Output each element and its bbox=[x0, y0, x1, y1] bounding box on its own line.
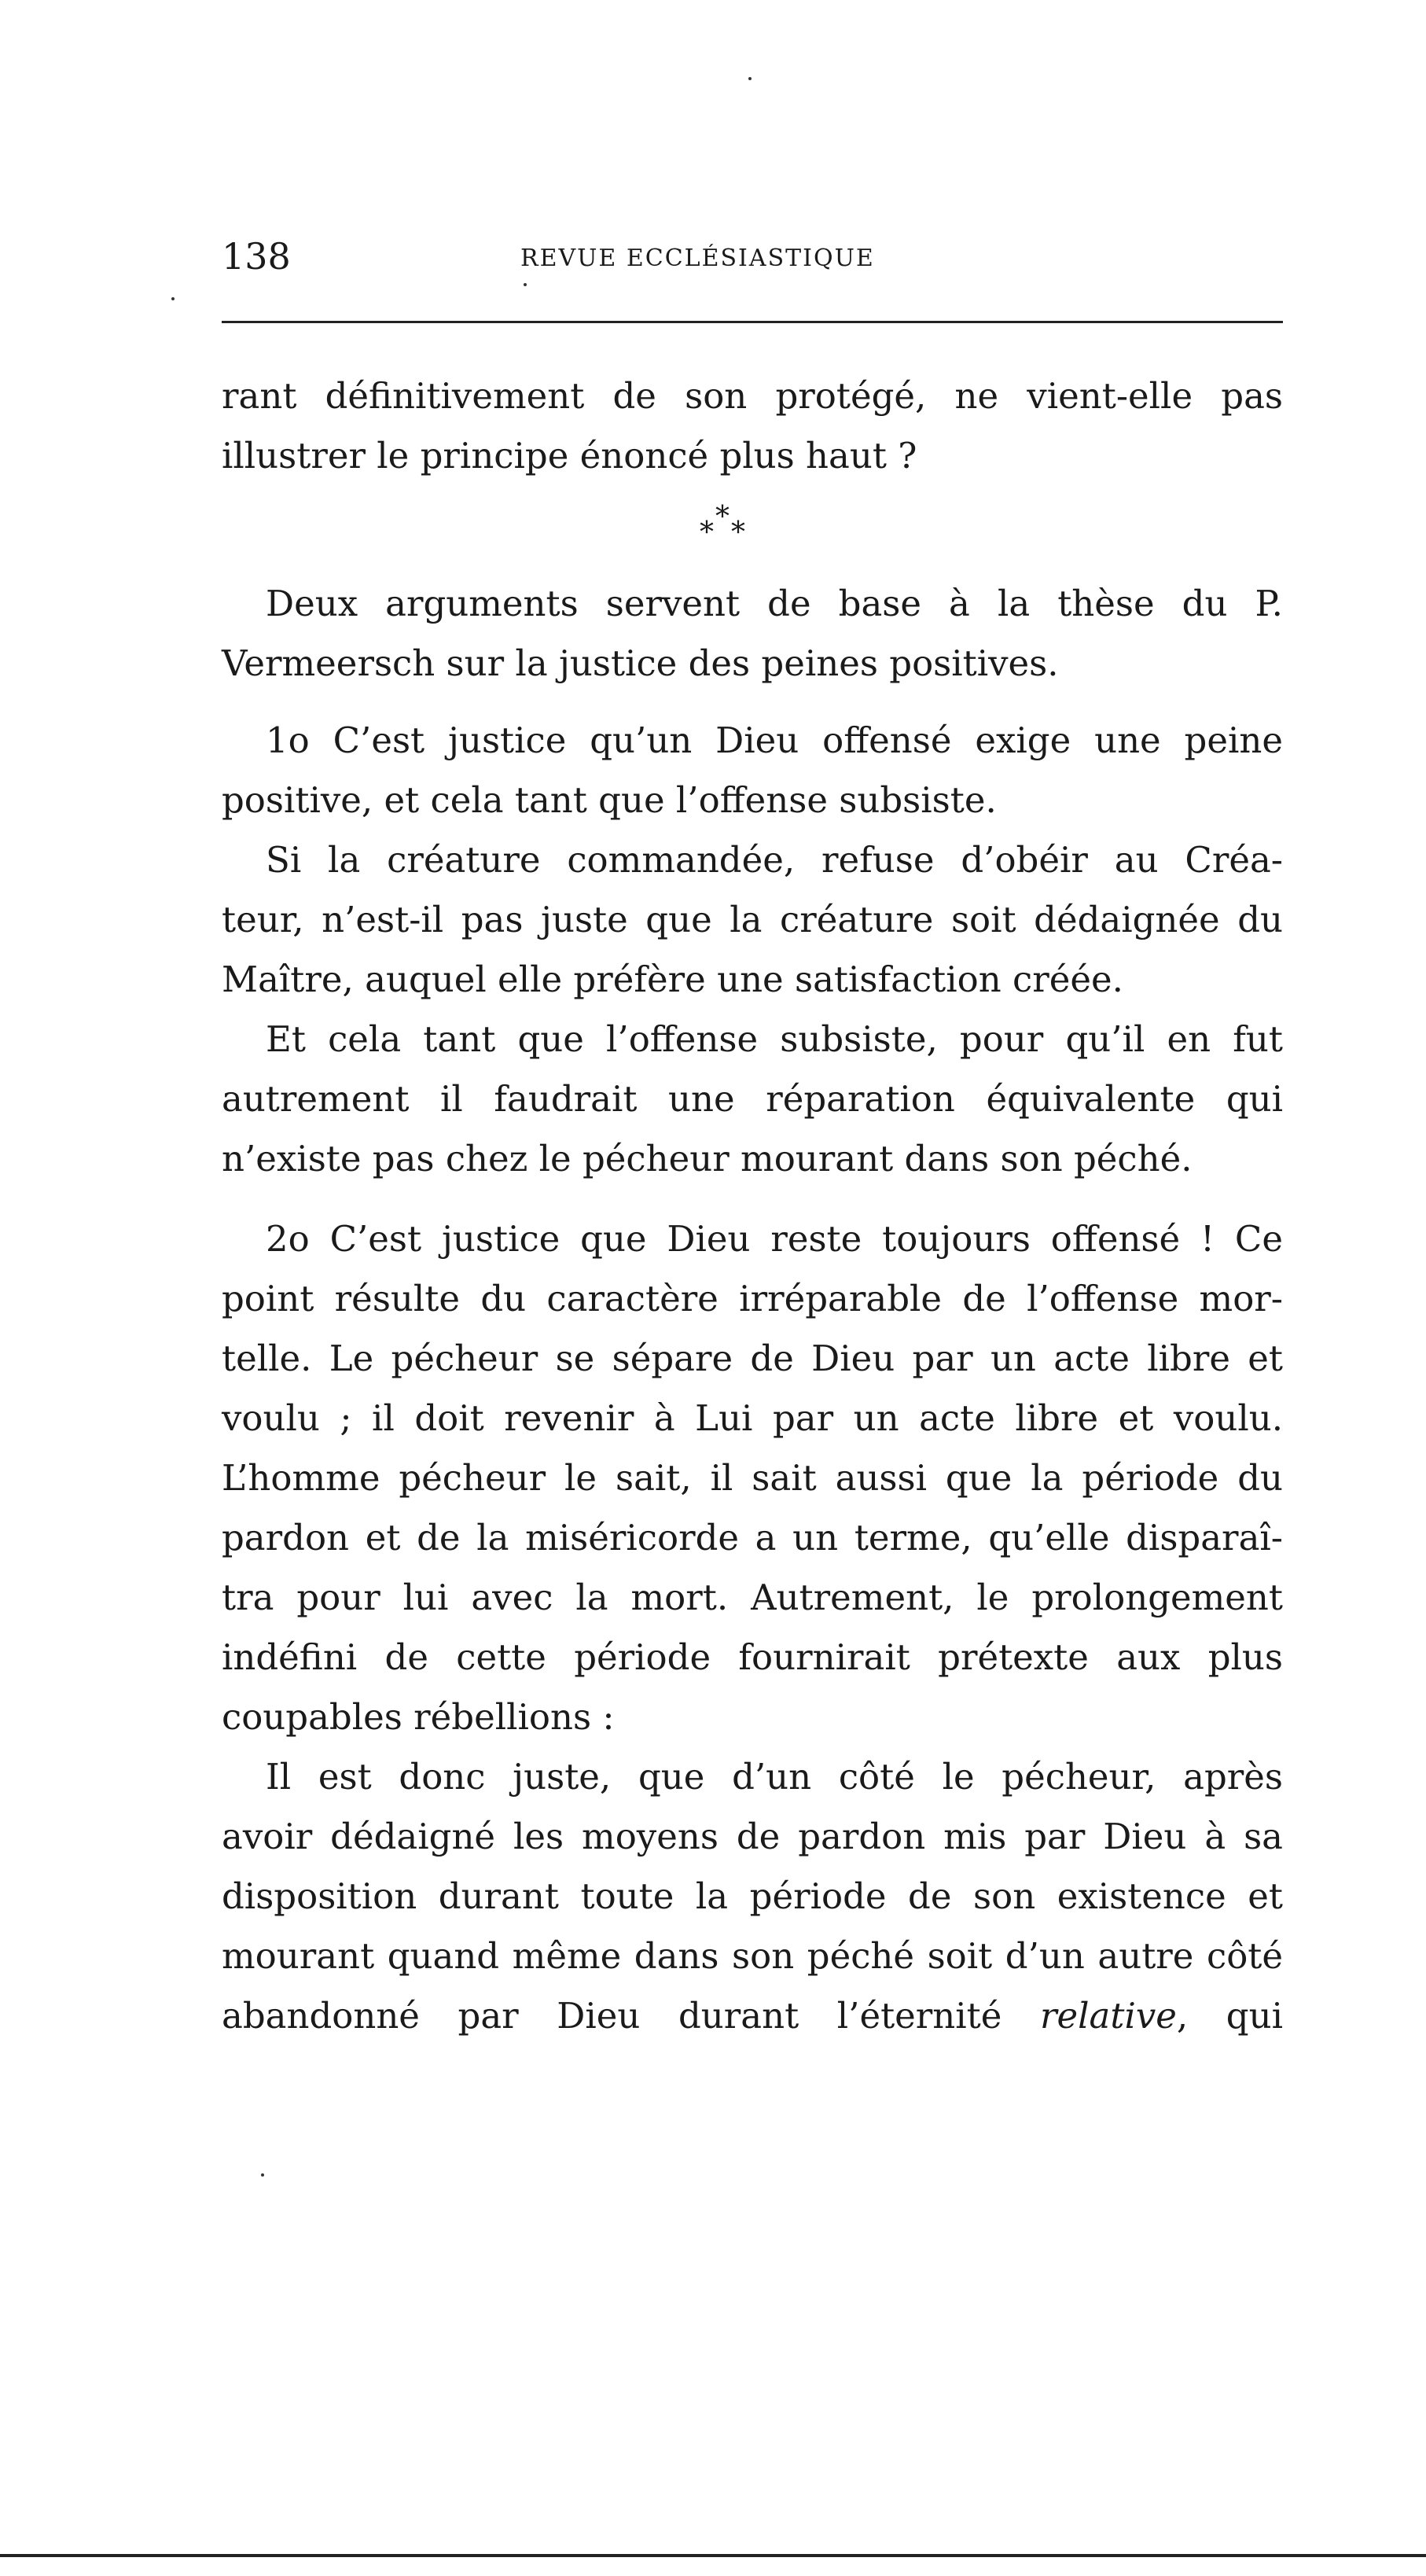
text-line: Vermeersch sur la justice des peines positives. bbox=[222, 642, 1059, 684]
text-line: pardon et de la miséricorde a un terme, qu’elle disparaî- bbox=[222, 1517, 1283, 1558]
text-line: mourant quand même dans son péché soit d’un autre côté bbox=[222, 1935, 1283, 1977]
text-segment: , qui bbox=[1176, 1995, 1283, 2037]
text-line: avoir dédaigné les moyens de pardon mis par Dieu à sa bbox=[222, 1816, 1283, 1857]
text-line: tra pour lui avec la mort. Autrement, le prolongement bbox=[222, 1577, 1283, 1618]
asterism-star-right: * bbox=[731, 517, 745, 549]
asterism-star-top: * bbox=[715, 501, 730, 533]
text-line: point résulte du caractère irréparable de l’offense mor- bbox=[222, 1278, 1283, 1319]
body-text bbox=[222, 366, 1283, 2046]
text-line: illustrer le principe énoncé plus haut ? bbox=[222, 435, 917, 477]
paragraph bbox=[222, 830, 1283, 1010]
italic-word: relative bbox=[1040, 1995, 1177, 2037]
paragraph bbox=[222, 1747, 1283, 2046]
paragraph bbox=[222, 1209, 1283, 1747]
text-line: positive, et cela tant que l’offense subsiste. bbox=[222, 779, 997, 821]
scan-speck bbox=[748, 77, 752, 80]
asterism-star-left: * bbox=[700, 517, 714, 549]
scan-speck bbox=[171, 297, 175, 300]
page-number: 138 bbox=[222, 235, 291, 278]
text-line: indéfini de cette période fournirait prétexte aux plus bbox=[222, 1636, 1283, 1678]
scan-bottom-edge bbox=[0, 2554, 1426, 2557]
text-line: Deux arguments servent de base à la thèse du P. bbox=[266, 583, 1283, 624]
text-line: rant définitivement de son protégé, ne vient-elle pas bbox=[222, 375, 1283, 417]
page-header bbox=[222, 233, 1283, 280]
paragraph bbox=[222, 574, 1283, 694]
text-line: autrement il faudrait une réparation équivalente qui bbox=[222, 1078, 1283, 1120]
text-line: L’homme pécheur le sait, il sait aussi que la période du bbox=[222, 1457, 1283, 1499]
text-line: coupables rébellions : bbox=[222, 1696, 615, 1738]
asterism bbox=[222, 486, 1283, 574]
text-line: voulu ; il doit revenir à Lui par un acte libre et voulu. bbox=[222, 1397, 1283, 1439]
header-rule bbox=[222, 321, 1283, 323]
scan-speck bbox=[261, 2173, 264, 2177]
paragraph-continuation bbox=[222, 366, 1283, 486]
scan-speck bbox=[524, 283, 527, 286]
text-line: Maître, auquel elle préfère une satisfaction créée. bbox=[222, 959, 1123, 1000]
text-line: telle. Le pécheur se sépare de Dieu par un acte libre et bbox=[222, 1338, 1283, 1379]
text-line: n’existe pas chez le pécheur mourant dans son péché. bbox=[222, 1138, 1193, 1179]
text-line: Si la créature commandée, refuse d’obéir au Créa- bbox=[266, 839, 1283, 881]
paragraph bbox=[222, 1010, 1283, 1189]
text-segment: abandonné par Dieu durant l’éternité bbox=[222, 1995, 1040, 2037]
text-line: Il est donc juste, que d’un côté le pécheur, après bbox=[266, 1756, 1283, 1798]
text-line: teur, n’est-il pas juste que la créature soit dédaignée du bbox=[222, 899, 1283, 940]
paragraph bbox=[222, 711, 1283, 830]
text-line: Et cela tant que l’offense subsiste, pour qu’il en fut bbox=[266, 1018, 1283, 1060]
text-line: 1o C’est justice qu’un Dieu offensé exige une peine bbox=[266, 719, 1283, 761]
text-line: disposition durant toute la période de son existence et bbox=[222, 1875, 1283, 1917]
text-line: 2o C’est justice que Dieu reste toujours offensé ! Ce bbox=[266, 1218, 1283, 1260]
text-line-final bbox=[222, 1986, 1283, 2046]
running-head: REVUE ECCLÉSIASTIQUE bbox=[520, 245, 875, 272]
